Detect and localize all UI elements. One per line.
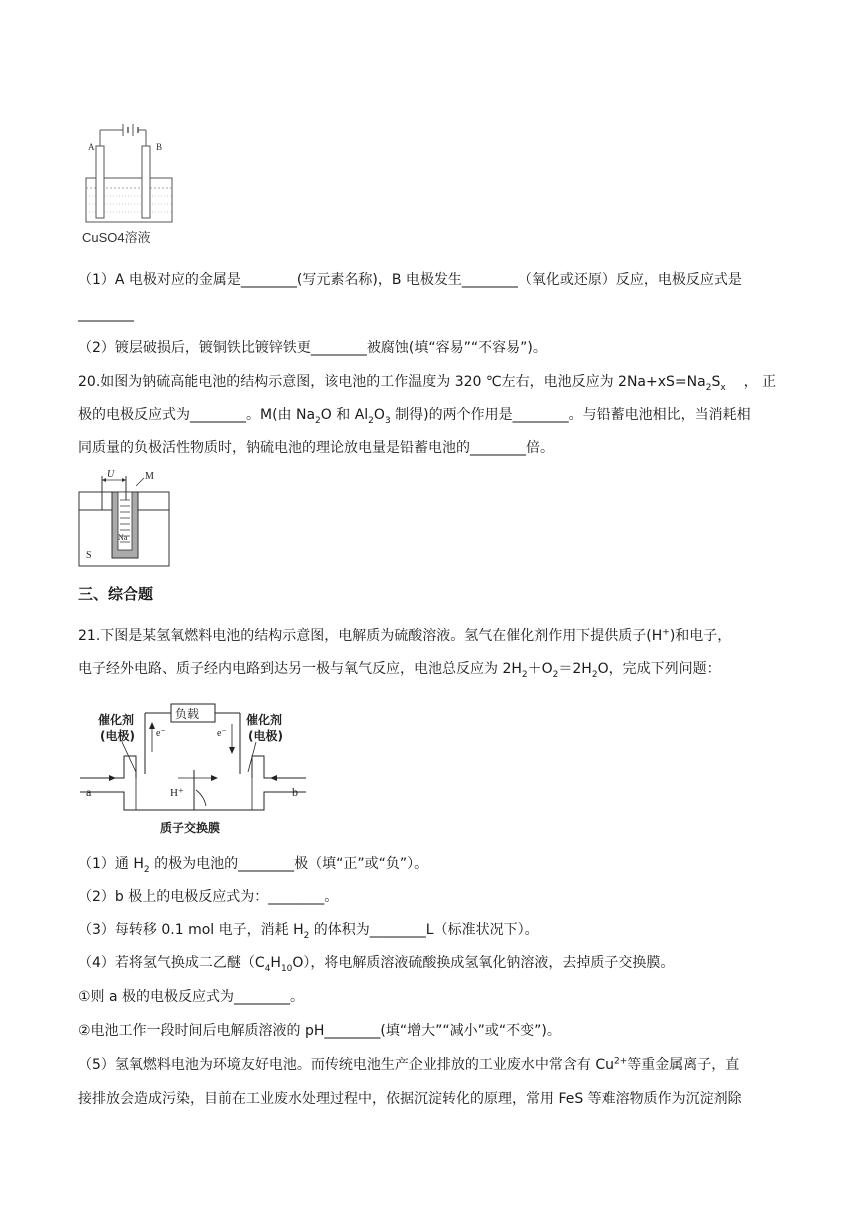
- figure-cuso4-electrolysis: [78, 118, 188, 250]
- label-b: B: [156, 142, 163, 152]
- q21-part5: （5）氢氧燃料电池为环境友好电池。而传统电池生产企业排放的工业废水中常含有 $Cu^{2+}$等重金属离子，直: [78, 1056, 740, 1073]
- electron-right: e⁻: [217, 728, 227, 739]
- catalyst-right-line2: (电极): [248, 729, 283, 743]
- label-m: M: [145, 471, 154, 482]
- section-heading: 三、综合题: [78, 585, 154, 603]
- figure-fuel-cell: [78, 702, 310, 840]
- catalyst-right-line1: 催化剂: [246, 713, 283, 727]
- label-u: U: [107, 469, 115, 480]
- q20-line3: 同质量的负极活性物质时，钠硫电池的理论放电量是铅蓄电池的________倍。: [78, 440, 554, 456]
- electrolysis-diagram: [78, 118, 188, 250]
- inlet-a-label: a: [86, 785, 92, 799]
- q19-part1: （1）A 电极对应的金属是________(写元素名称)，B 电极发生________（氧化或还原）反应，电极反应式是: [78, 272, 742, 288]
- q21-part4-2: ②电池工作一段时间后电解质溶液的 pH________(填“增大”“减小”或“不变”)。: [78, 1023, 561, 1039]
- q19-part2: （2）镀层破损后，镀铜铁比镀锌铁更________被腐蚀(填“容易”“不容易”)。: [78, 340, 547, 356]
- sodium-sulfur-diagram: [78, 466, 178, 570]
- q21-part3: （3）每转移 0.1 mol 电子，消耗 $H_2$ 的体积为________L（标准状况下）。: [78, 922, 539, 941]
- q21-part5-line2: 接排放会造成污染，目前在工业废水处理过程中，依据沉淀转化的原理，常用 FeS 等难溶物质作为沉淀剂除: [78, 1091, 742, 1107]
- catalyst-left-line1: 催化剂: [98, 713, 135, 727]
- q19-part1-continued: ________: [78, 306, 134, 322]
- fuel-cell-diagram: [78, 702, 310, 840]
- electron-left: e⁻: [156, 728, 166, 739]
- q21-line2: 电子经外电路、质子经内电路到达另一极与氧气反应，电池总反应为 $2H_2+O_2=2H_2O$，完成下列问题：: [78, 661, 721, 680]
- proton-label: H⁺: [170, 787, 184, 799]
- q20-line1: 20.如图为钠硫高能电池的结构示意图，该电池的工作温度为 320 ℃左右，电池反应为 $2Na+xS=Na_2S_x$ ， 正: [78, 374, 777, 393]
- q21-part1: （1）通 $H_2$ 的极为电池的________极（填“正”或“负”）。: [78, 856, 429, 875]
- membrane-label: 质子交换膜: [160, 821, 221, 835]
- q21-line1: 21.下图是某氢氧燃料电池的结构示意图，电解质为硫酸溶液。氢气在催化剂作用下提供质子(H+)和电子，: [78, 627, 732, 644]
- figure-sodium-sulfur-battery: [78, 466, 178, 570]
- label-a: A: [88, 142, 95, 152]
- catalyst-left-line2: (电极): [100, 729, 135, 743]
- inlet-b-label: b: [292, 785, 298, 799]
- q21-part4-1: ①则 a 极的电极反应式为________。: [78, 989, 305, 1005]
- figure-caption: CuSO4溶液: [82, 230, 151, 245]
- q21-part4: （4）若将氢气换成二乙醚$(C_4H_{10}O)$，将电解质溶液硫酸换成氢氧化钠溶液，去掉质子交换膜。: [78, 955, 675, 974]
- load-label: 负载: [175, 707, 200, 721]
- label-na: Na: [118, 533, 128, 542]
- label-s: S: [86, 550, 92, 561]
- q20-line2: 极的电极反应式为________。M(由 $Na_2O$ 和 $Al_2O_3$ 制得)的两个作用是________。与铅蓄电池相比，当消耗相: [78, 407, 751, 426]
- q21-part2: （2）b 极上的电极反应式为：________。: [78, 889, 339, 905]
